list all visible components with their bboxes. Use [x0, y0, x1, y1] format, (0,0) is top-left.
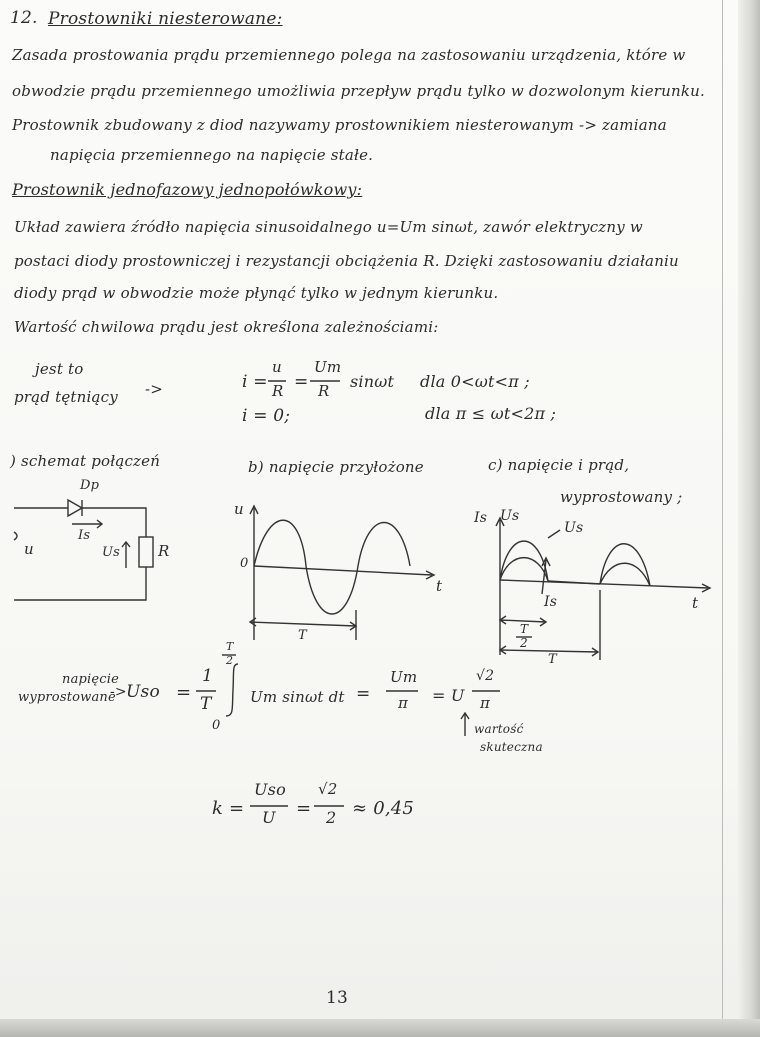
diagram-c-label-2: wyprostowany ;: [560, 488, 683, 506]
section-number: 12.: [10, 8, 38, 28]
c-us-curve-label: Us: [564, 520, 584, 536]
integral-lower: 0: [212, 718, 221, 733]
integral-upper-den: 2: [226, 654, 234, 667]
section-title: Prostowniki niesterowane:: [48, 9, 283, 29]
formula-arrow: ->: [110, 684, 127, 700]
intro-line-1: Zasada prostowania prądu przemiennego polega na zastosowaniu urządzenia, które w: [12, 46, 686, 64]
para-line-4: Wartość chwilowa prądu jest określona zależnościami:: [14, 318, 439, 336]
formula-frac-num: Um: [390, 668, 418, 686]
k-label: k =: [212, 798, 245, 819]
diagram-b-label: b) napięcie przyłożone: [248, 458, 424, 476]
intro-line-4: napięcia przemiennego na napięcie stałe.: [50, 146, 374, 164]
voltage-label: Us: [102, 545, 121, 560]
eq1-rest: sinωt: [350, 372, 395, 391]
c-half-period-num: T: [520, 622, 529, 636]
c-axis-t-label: t: [692, 594, 699, 612]
formula-frac2-num: √2: [476, 668, 495, 684]
k-approx: ≈ 0,45: [352, 798, 415, 819]
k-den: U: [262, 808, 276, 827]
k-equals: =: [296, 798, 312, 819]
diagram-a-label: ) schemat połączeń: [10, 452, 161, 470]
formula-equals-2: =: [356, 684, 371, 704]
k-den2: 2: [326, 808, 337, 827]
current-label: Is: [78, 528, 91, 543]
c-us-label: Us: [500, 508, 520, 524]
formula-note-2: skuteczna: [480, 740, 543, 754]
eq1-left: i =: [242, 372, 268, 392]
source-label: u: [24, 540, 34, 558]
period-label: T: [298, 628, 307, 643]
axis-t-label: t: [436, 577, 443, 595]
c-period-label: T: [548, 652, 557, 667]
eq1-frac-num: u: [272, 358, 282, 376]
c-is-curve-label: Is: [544, 594, 558, 610]
para-line-1: Układ zawiera źródło napięcia sinusoidalnego u=Um sinωt, zawór elektryczny w: [14, 218, 643, 236]
integral-body: Um sinωt dt: [250, 688, 345, 706]
side-note-1: jest to: [35, 360, 84, 378]
eq2: i = 0;: [242, 406, 291, 426]
intro-line-2: obwodzie prądu przemiennego umożliwia przepływ prądu tylko w dozwolonym kierunku.: [12, 82, 705, 100]
k-num2: √2: [318, 780, 338, 798]
formula-side-1: napięcie: [62, 672, 120, 687]
formula-side-2: wyprostowane: [18, 690, 116, 705]
formula-one: 1: [202, 666, 214, 686]
diode-label: Dp: [80, 478, 100, 493]
c-is-label: Is: [474, 510, 488, 526]
formula-equals-u: = U: [432, 686, 465, 705]
eq1-frac2-den: R: [318, 382, 330, 400]
intro-line-3: Prostownik zbudowany z diod nazywamy prostownikiem niesterowanym -> zamiana: [12, 116, 667, 134]
c-half-period-den: 2: [520, 636, 528, 650]
subsection-title: Prostownik jednofazowy jednopołówkowy:: [12, 180, 363, 199]
formula-T: T: [200, 694, 212, 714]
diagram-c-label-1: c) napięcie i prąd,: [488, 456, 630, 474]
formula-frac-den: π: [398, 694, 409, 712]
eq2-condition: dla π ≤ ωt<2π ;: [425, 404, 557, 423]
para-line-2: postaci diody prostowniczej i rezystancji obciążenia R. Dzięki zastosowaniu działaniu: [14, 252, 679, 270]
eq1-frac2-num: Um: [314, 358, 342, 376]
eq1-frac-den: R: [272, 382, 284, 400]
resistor-label: R: [158, 542, 170, 560]
eq1-equals: =: [294, 372, 309, 392]
formula-frac2-den: π: [480, 694, 491, 712]
formula-note-1: wartość: [474, 722, 524, 736]
k-num: Uso: [254, 780, 286, 799]
formula-equals: =: [176, 682, 192, 703]
eq1-condition: dla 0<ωt<π ;: [420, 372, 530, 391]
side-note-2: prąd tętniący: [14, 388, 118, 406]
side-arrow: ->: [145, 380, 164, 398]
axis-zero-label: 0: [240, 556, 249, 571]
formula-uso: Uso: [126, 682, 160, 702]
para-line-3: diody prąd w obwodzie może płynąć tylko w jednym kierunku.: [14, 284, 499, 302]
page-number: 13: [326, 988, 349, 1008]
integral-upper-num: T: [226, 640, 234, 653]
axis-u-label: u: [234, 500, 244, 518]
